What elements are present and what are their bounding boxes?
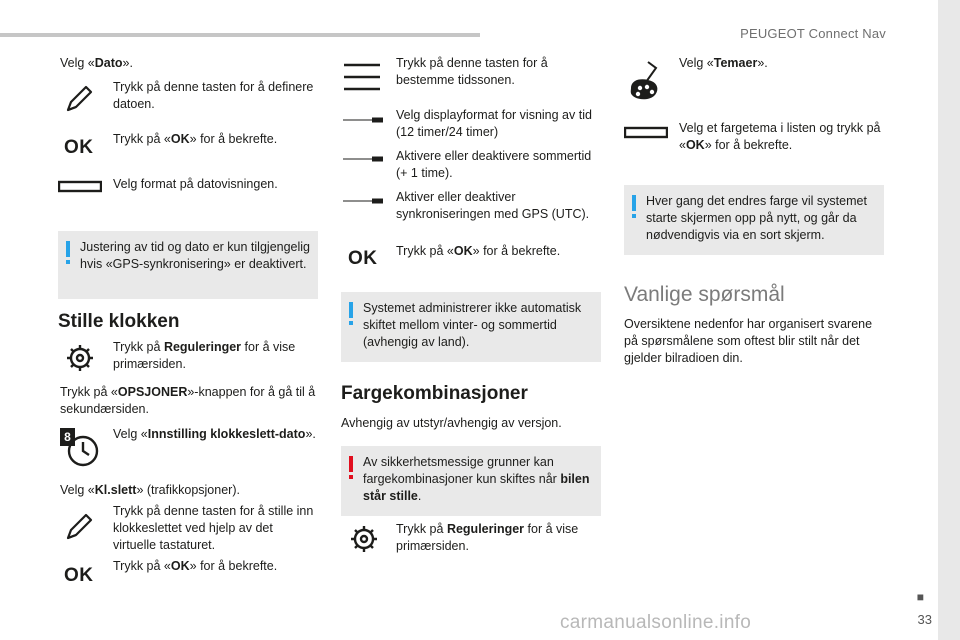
ok-text: Trykk på «OK» for å bekrefte. xyxy=(396,244,561,258)
ok2-text: Trykk på «OK» for å bekrefte. xyxy=(113,559,278,573)
pencil-icon xyxy=(62,510,96,544)
palette-icon xyxy=(626,58,666,102)
section-heading: Fargekombinasjoner xyxy=(341,383,528,404)
ok-icon: OK xyxy=(348,248,378,269)
page-marker: ■ xyxy=(916,590,924,604)
ok1-text: Trykk på «OK» for å bekrefte. xyxy=(113,132,278,146)
intro-dato: Velg «Dato». xyxy=(60,56,133,70)
gear-text: Trykk på Reguleringer for å vise primærsiden. xyxy=(396,522,579,553)
option-line-icon xyxy=(342,155,384,163)
info-icon xyxy=(349,302,353,318)
clock-text: Velg «Innstilling klokkeslett-dato». xyxy=(113,427,316,441)
option-line-icon xyxy=(342,197,384,205)
menu-icon xyxy=(342,62,382,92)
selection-bar-icon xyxy=(624,126,668,140)
theme-text: Velg et fargetema i listen og trykk på «OK» for å bekrefte. xyxy=(679,121,881,152)
ok-icon: OK xyxy=(64,565,94,586)
warning-box: Av sikkerhetsmessige grunner kan fargekombinasjoner kun skiftes når bilen står stille. xyxy=(341,446,601,516)
clock-icon xyxy=(60,428,102,468)
header-title: PEUGEOT Connect Nav xyxy=(740,26,886,41)
opt1-text: Velg displayformat for visning av tid (12 timer/24 timer) xyxy=(396,108,592,139)
gear-text: Trykk på Reguleringer for å vise primærsiden. xyxy=(113,340,296,371)
faq-heading: Vanlige spørsmål xyxy=(624,283,785,306)
info-icon xyxy=(632,195,636,211)
info-box: Justering av tid og dato er kun tilgjengelig hvis «GPS-synkronisering» er deaktivert. xyxy=(58,231,318,299)
info-box: Systemet administrerer ikke automatisk skiftet mellom vinter- og sommertid (avhengig av land). xyxy=(341,292,601,362)
gear-icon xyxy=(64,342,96,374)
pencil-icon xyxy=(62,82,96,116)
warning-icon xyxy=(349,456,353,472)
faq-text: Oversiktene nedenfor har organisert svarene på spørsmålene som oftest blir stilt når det gjelder bilradioen din. xyxy=(624,317,873,365)
gear-icon xyxy=(348,523,380,555)
clock-badge: 8 xyxy=(60,428,75,446)
temaer-text: Velg «Temaer». xyxy=(679,56,768,70)
opt2-text: Aktivere eller deaktivere sommertid (+ 1 time). xyxy=(396,149,592,180)
side-strip xyxy=(938,0,960,640)
watermark: carmanualsonline.info xyxy=(560,612,752,633)
menu-text: Trykk på denne tasten for å bestemme tidssonen. xyxy=(396,56,548,87)
page-number: 33 xyxy=(917,612,932,627)
pencil2-text: Trykk på denne tasten for å stille inn klokkeslettet ved hjelp av det virtuelle tastaturet. xyxy=(113,504,314,552)
pencil1-text: Trykk på denne tasten for å definere datoen. xyxy=(113,80,314,111)
info-box: Hver gang det endres farge vil systemet starte skjermen opp på nytt, og går da nødvendigvis via en sort skjerm. xyxy=(624,185,884,255)
info-icon xyxy=(66,241,70,257)
option-line-icon xyxy=(342,116,384,124)
ok-icon: OK xyxy=(64,137,94,158)
opsjoner-text: Trykk på «OPSJONER»-knappen for å gå til å sekundærsiden. xyxy=(60,385,316,416)
header-rule xyxy=(0,33,480,37)
selection-bar-icon xyxy=(58,180,102,194)
opt3-text: Aktiver eller deaktiver synkroniseringen med GPS (UTC). xyxy=(396,190,590,221)
klslett-text: Velg «Kl.slett» (trafikkopsjoner). xyxy=(60,483,240,497)
avhengig-text: Avhengig av utstyr/avhengig av versjon. xyxy=(341,416,562,430)
format-text: Velg format på datovisningen. xyxy=(113,177,278,191)
section-heading: Stille klokken xyxy=(58,311,180,332)
